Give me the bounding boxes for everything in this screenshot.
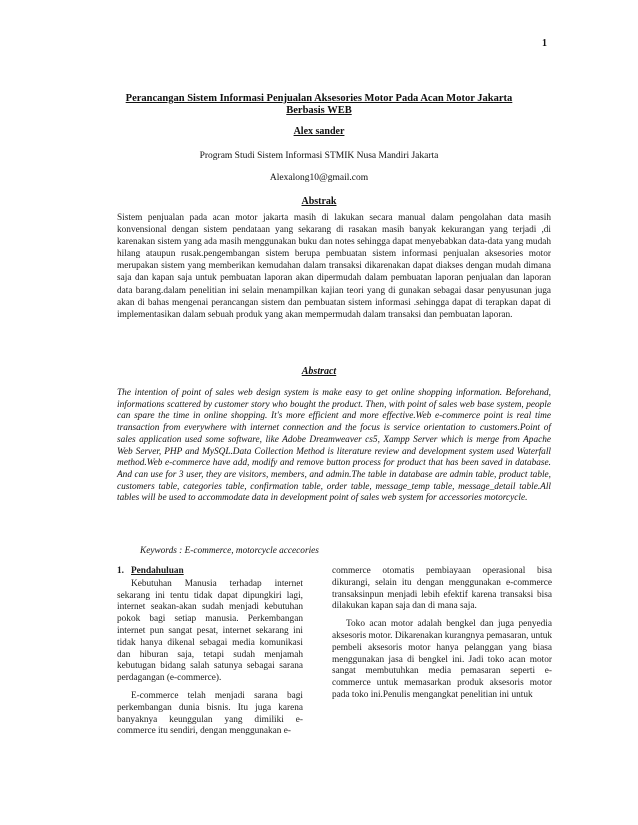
abstract-text: The intention of point of sales web design system is make easy to get online shopping information. Beforehand, informations scattered by customer story who bought the product. Then, with point of sales web base system, people can spare the time in online shopping. It's more efficient and more effective.Web e-commerce point is real time transaction from everywhere with internet connection and the focus is service orientation to customers.Point of sales application used some software, like Adobe Dreamweaver cs5, Xampp Server which is merge from Apache Web Server, PHP and MySQL.Data Collection Method is literature review and development system used Waterfall method.Web e-commerce have add, modify and remove button process for product that has been saved in database. And can use for 3 user, they are visitors, members, and admin.The table in database are admin table, product table, customers table, categories table, confirmation table, order table, message_temp table, message_detail table.All tables will be used to accommodate data in development point of sales web system for accessories motorcycle. [117, 388, 551, 504]
author-name: Alex sander [293, 126, 345, 137]
column-left [117, 566, 303, 744]
abstrak-heading: Abstrak [301, 196, 337, 207]
paragraph: Toko acan motor adalah bengkel dan juga penyedia aksesoris motor. Dikarenakan kurangnya pemasaran, untuk pembeli aksesoris motor hanya pelanggan yang biasa menggunakan jasa di bengkel ini. Jadi toko acan motor sangat membutuhkan media pemasaran seperti e-commerce untuk memasarkan produk aksesoris motor pada toko ini.Penulis mengangkat penelitian ini untuk [332, 619, 552, 700]
paper-title: Perancangan Sistem Informasi Penjualan Aksesories Motor Pada Acan Motor Jakarta Berbasis WEB [125, 93, 513, 116]
author-affiliation: Program Studi Sistem Informasi STMIK Nusa Mandiri Jakarta [199, 151, 439, 161]
section-heading [117, 566, 303, 578]
paragraph: Kebutuhan Manusia terhadap internet sekarang ini tentu tidak dapat dipungkiri lagi, internet seakan-akan sudah menjadi kebutuhan pokok bagi setiap manusia. Perkembangan internet pun sangat pesat, internet sekarang ini tidak hanya dikenal sebagai media komunikasi dan hiburan saja, tetapi sudah menjamah kebutugan bidang salah satunya sebagai sarana perdagangan (e-commerce). [117, 578, 303, 684]
abstract-heading: Abstract [301, 366, 337, 377]
author-email: Alexalong10@gmail.com [269, 173, 369, 183]
column-right [332, 566, 552, 708]
section-number: 1. [117, 566, 124, 576]
paragraph: commerce otomatis pembiayaan operasional bisa dikurangi, selain itu dengan menggunakan e-commerce transaksinpun menjadi lebih efektif karena transaksi bisa dilakukan kapan saja dan di mana saja. [332, 566, 552, 612]
section-title: Pendahuluan [131, 566, 184, 576]
page-number: 1 [542, 38, 547, 49]
keywords: Keywords : E-commerce, motorcycle accecories [140, 546, 319, 556]
paragraph: E-commerce telah menjadi sarana bagi perkembangan dunia bisnis. Itu juga karena banyaknya keunggulan yang dimiliki e-commerce itu sendiri, dengan menggunakan e- [117, 690, 303, 737]
abstrak-text: Sistem penjualan pada acan motor jakarta masih di lakukan secara manual dalam pengolahan data masih konvensional dengan sistem pendataan yang sekarang di rasakan masih banyak kekurangan yang terjadi ,di karenakan sistem yang ada masih menggunakan buku dan notes sehingga dapat menyebabkan data-data yang mudah hilang ataupun rusak.pengembangan sistem berupa pembuatan sistem informasi penjualan aksesories motor merupakan sistem yang memberikan kemudahan dalam transaksi dikarenakan dapat diakses dengan mudah dimana saja dan kapan saja untuk pembuatan laporan akan dipermudah dalam pembuatan laporan penjualan dan laporan data barang.dalam penelitian ini selain menampilkan kajian teori yang di gunakan sebagai dasar penyusunan juga akan di bahas mengenai perancangan sistem dan pembuatan sistem informasi .sehingga dapat di terapkan dapat di implementasikan dalam sebuah produk yang akan mempermudah dalam transaksi dan pembuatan laporan. [117, 213, 551, 320]
